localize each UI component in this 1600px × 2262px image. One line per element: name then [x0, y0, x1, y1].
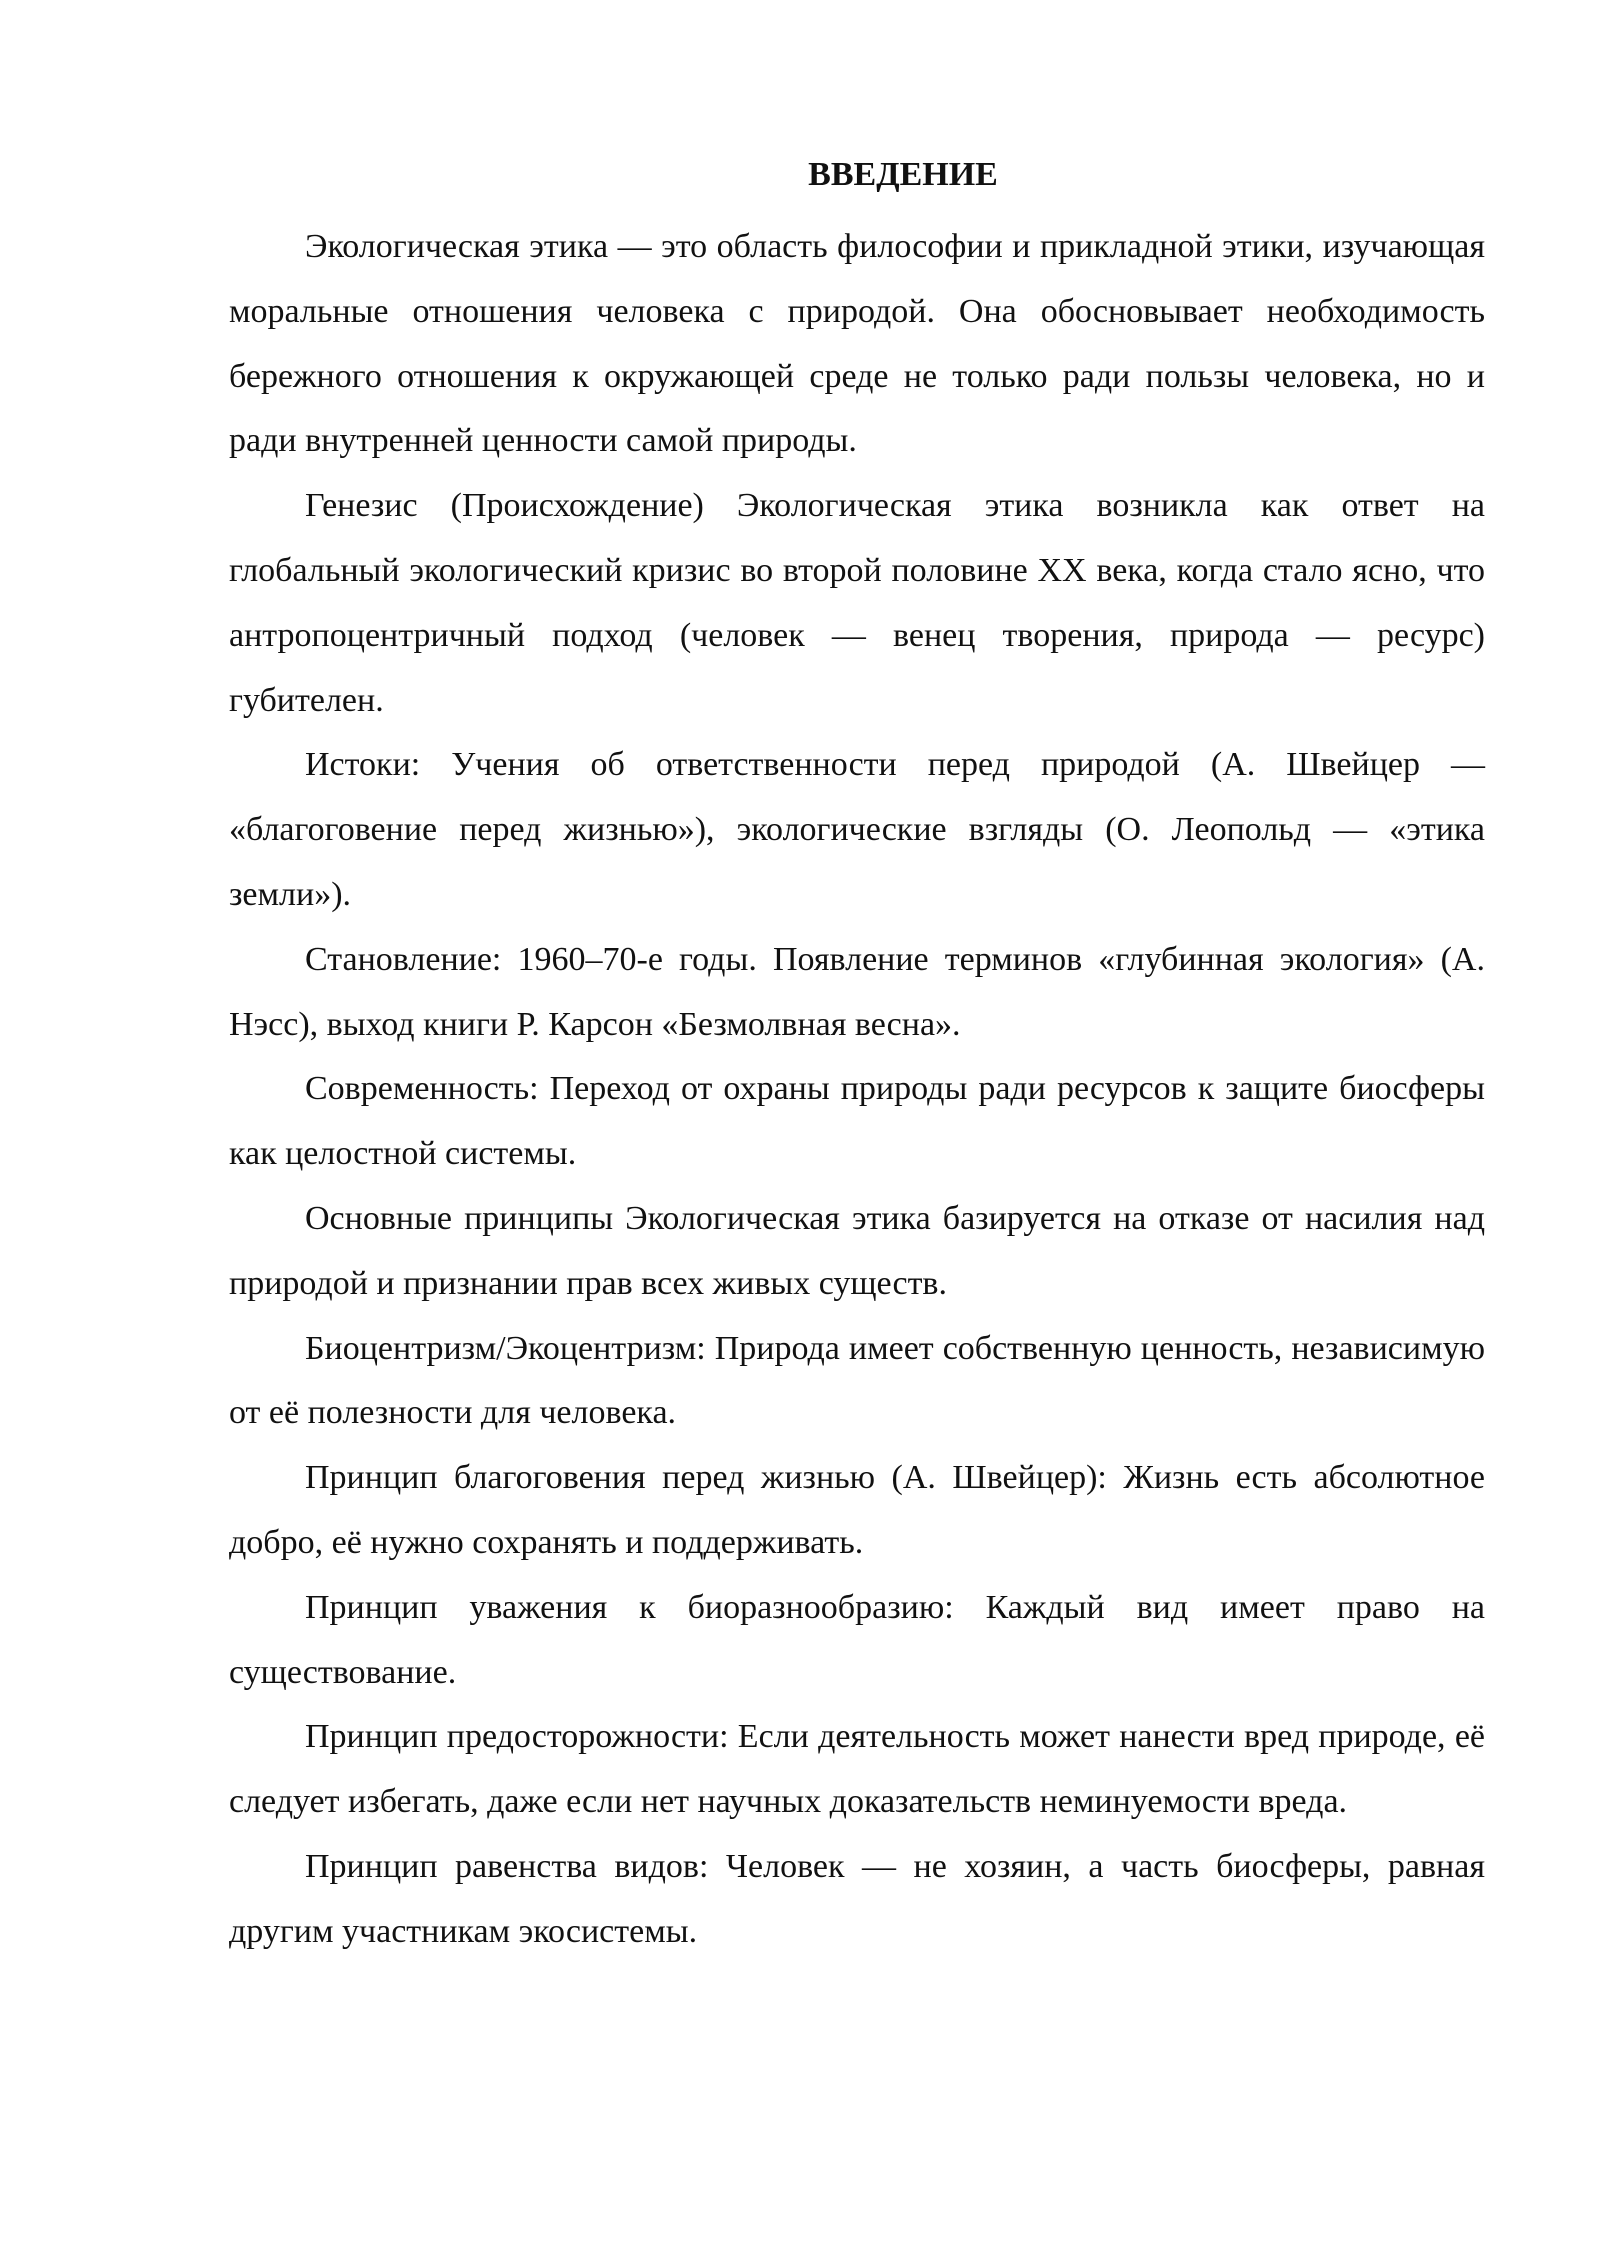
document-page [229, 150, 1485, 1965]
paragraph-precaution: Принцип предосторожности: Если деятельность может нанести вред природе, её следует избегать, даже если нет научных доказательств неминуемости вреда. [229, 1718, 1485, 1821]
paragraph-biodiversity: Принцип уважения к биоразнообразию: Каждый вид имеет право на существование. [229, 1588, 1485, 1691]
paragraph-reverence-for-life: Принцип благоговения перед жизнью (А. Швейцер): Жизнь есть абсолютное добро, её нужно сохранять и поддерживать. [229, 1459, 1485, 1561]
paragraph-biocentrism: Биоцентризм/Экоцентризм: Природа имеет собственную ценность, независимую от её полезности для человека. [229, 1329, 1485, 1432]
paragraph-species-equality: Принцип равенства видов: Человек — не хозяин, а часть биосферы, равная другим участникам экосистемы. [229, 1847, 1485, 1950]
document-title: ВВЕДЕНИЕ [808, 156, 998, 193]
paragraph-intro-definition: Экологическая этика — это область философии и прикладной этики, изучающая моральные отношения человека с природой. Она обосновывает необходимость бережного отношения к окружающей среде не только ради пользы человека, но и ради внутренней ценности самой природы. [229, 228, 1485, 460]
paragraph-modernity: Современность: Переход от охраны природы ради ресурсов к защите биосферы как целостной системы. [229, 1070, 1485, 1173]
paragraph-formation: Становление: 1960–70-е годы. Появление терминов «глубинная экология» (А. Нэсс), выход книги Р. Карсон «Безмолвная весна». [229, 940, 1485, 1043]
paragraph-main-principles: Основные принципы Экологическая этика базируется на отказе от насилия над природой и признании прав всех живых существ. [229, 1199, 1485, 1302]
paragraph-genesis: Генезис (Происхождение) Экологическая этика возникла как ответ на глобальный экологический кризис во второй половине XX века, когда стало ясно, что антропоцентричный подход (человек — венец творения, природа — ресурс) губителен. [229, 487, 1485, 719]
paragraph-origins: Истоки: Учения об ответственности перед природой (А. Швейцер — «благоговение перед жизнью»), экологические взгляды (О. Леопольд — «этика земли»). [229, 746, 1485, 913]
